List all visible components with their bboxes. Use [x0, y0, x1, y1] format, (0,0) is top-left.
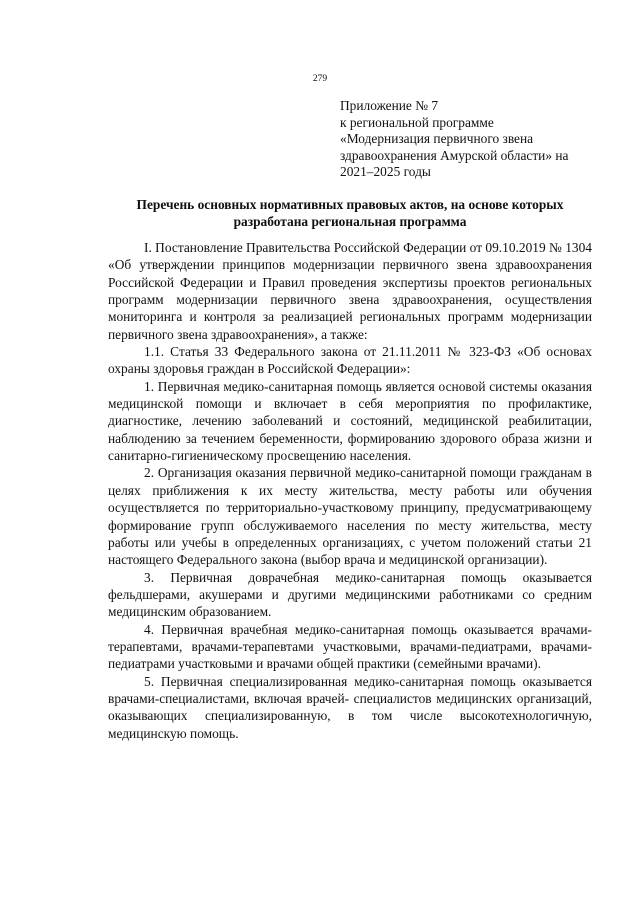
paragraph-item-1: 1. Первичная медико-санитарная помощь является основой системы оказания медицинской помощи и включает в себя мероприятия по профилактике, диагностике, лечению заболеваний и состояний, медицинской реабилитации, наблюдению за течением беременности, формированию здорового образа жизни и санитарно-гигиеническому просвещению населения.: [108, 378, 592, 464]
paragraph-item-4: 4. Первичная врачебная медико-санитарная помощь оказывается врачами-терапевтами, врачами-терапевтами участковыми, врачами-педиатрами, врачами-педиатрами участковыми и врачами общей практики (семейными врачами).: [108, 621, 592, 672]
page-number: 279: [312, 74, 328, 84]
appendix-line: «Модернизация первичного звена: [340, 131, 534, 147]
title-line: разработана региональная программа: [233, 214, 467, 229]
paragraph-item-2: 2. Организация оказания первичной медико-санитарной помощи гражданам в целях приближения к их месту жительства, месту работы или обучения осуществляется по территориально-участковому принципу, предусматривающему формирование групп обслуживаемого населения по месту жительства, месту работы или учебы в определенных организациях, с учетом положений статьи 21 настоящего Федерального закона (выбор врача и медицинской организации).: [108, 465, 592, 568]
paragraph-item-3: 3. Первичная доврачебная медико-санитарная помощь оказывается фельдшерами, акушерами и другими медицинскими работниками со средним медицинским образованием.: [108, 569, 592, 620]
appendix-line: 2021–2025 годы: [340, 164, 431, 180]
appendix-line: к региональной программе: [340, 114, 494, 130]
document-title: [100, 196, 600, 230]
appendix-line: Приложение № 7: [340, 98, 439, 113]
paragraph-item-5: 5. Первичная специализированная медико-санитарная помощь оказывается врачами-специалистами, включая врачей- специалистов медицинских организаций, оказывающих специализированную, в том числе высокотехнологичную, медицинскую помощь.: [108, 673, 592, 741]
title-line: Перечень основных нормативных правовых актов, на основе которых: [136, 197, 564, 212]
paragraph-decree: I. Постановление Правительства Российской Федерации от 09.10.2019 № 1304 «Об утверждении принципов модернизации первичного звена здравоохранения Российской Федерации и Правил проведения экспертизы проектов региональных программ модернизации первичного звена здравоохранения, осуществления мониторинга и контроля за реализацией региональных программ модернизации первичного звена здравоохранения», а также:: [108, 240, 592, 342]
paragraph-article-33: 1.1. Статья 33 Федерального закона от 21.11.2011 № 323-ФЗ «Об основах охраны здоровья граждан в Российской Федерации»:: [108, 344, 592, 377]
document-body: [108, 239, 592, 742]
appendix-line: здравоохранения Амурской области» на: [340, 147, 569, 163]
appendix-header: [340, 98, 610, 181]
